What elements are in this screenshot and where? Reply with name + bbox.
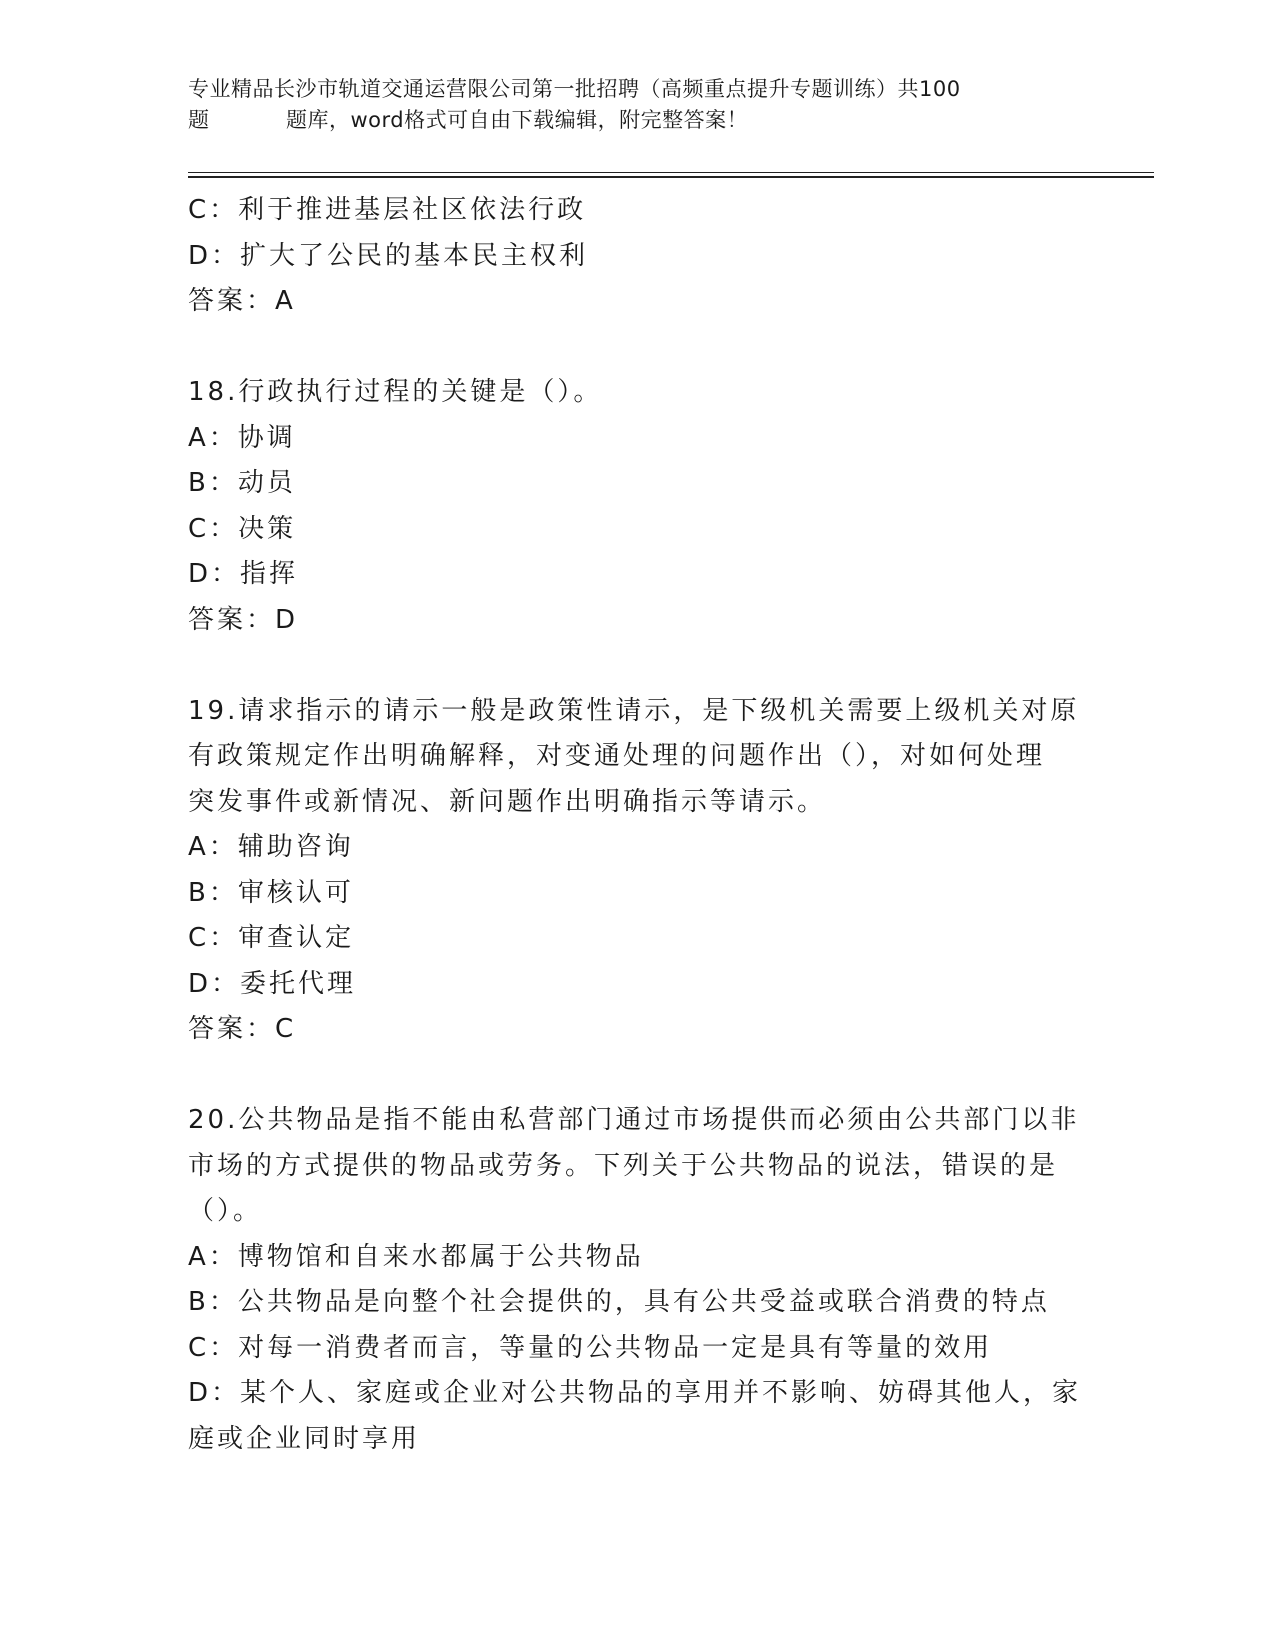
question-19 bbox=[188, 689, 1088, 1053]
spacer bbox=[188, 1053, 1088, 1099]
header-rule-thick bbox=[188, 176, 1154, 178]
question-stem: 18.行政执行过程的关键是（）。 bbox=[188, 377, 603, 407]
question-stem-line-3: 突发事件或新情况、新问题作出明确指示等请示。 bbox=[188, 786, 827, 817]
option-a: A：辅助咨询 bbox=[188, 832, 354, 862]
header-line2-right: 题库，word格式可自由下载编辑，附完整答案！ bbox=[286, 108, 749, 132]
option-d: D：扩大了公民的基本民主权利 bbox=[188, 240, 589, 271]
header-title-line1: 专业精品长沙市轨道交通运营限公司第一批招聘（高频重点提升专题训练）共100 bbox=[188, 77, 961, 101]
spacer bbox=[188, 325, 1088, 371]
option-d: D：某个人、家庭或企业对公共物品的享用并不影响、妨碍其他人，家 bbox=[188, 1378, 1082, 1408]
option-d: D：委托代理 bbox=[188, 968, 357, 999]
option-c: C：利于推进基层社区依法行政 bbox=[188, 195, 587, 225]
header-line2-left: 题 bbox=[188, 108, 210, 132]
answer-line: 答案：D bbox=[188, 604, 299, 635]
question-18 bbox=[188, 370, 1088, 643]
option-c: C：审查认定 bbox=[188, 923, 355, 953]
option-a: A：博物馆和自来水都属于公共物品 bbox=[188, 1241, 644, 1272]
question-stem-line-3: （）。 bbox=[188, 1196, 263, 1226]
question-content bbox=[188, 188, 1088, 1462]
option-c: C：决策 bbox=[188, 513, 297, 544]
option-c: C：对每一消费者而言，等量的公共物品一定是具有等量的效用 bbox=[188, 1332, 993, 1363]
option-d: D：指挥 bbox=[188, 559, 299, 589]
answer-line: 答案：C bbox=[188, 1014, 297, 1044]
question-stem-line-2: 市场的方式提供的物品或劳务。下列关于公共物品的说法，错误的是 bbox=[188, 1150, 1059, 1181]
option-b: B：审核认可 bbox=[188, 877, 354, 908]
option-b: B：公共物品是向整个社会提供的，具有公共受益或联合消费的特点 bbox=[188, 1287, 1050, 1317]
question-stem-line-1: 20.公共物品是指不能由私营部门通过市场提供而必须由公共部门以非 bbox=[188, 1105, 1080, 1135]
question-stem-line-2: 有政策规定作出明确解释，对变通处理的问题作出（），对如何处理 bbox=[188, 741, 1046, 771]
header-rule-thin bbox=[188, 172, 1154, 173]
option-a: A：协调 bbox=[188, 422, 296, 453]
prev-question bbox=[188, 188, 1088, 325]
page-header bbox=[188, 74, 1088, 136]
option-d-continued: 庭或企业同时享用 bbox=[188, 1423, 421, 1454]
question-20 bbox=[188, 1098, 1088, 1462]
spacer bbox=[188, 643, 1088, 689]
header-title-line2 bbox=[188, 105, 1088, 136]
question-stem-line-1: 19.请求指示的请示一般是政策性请示，是下级机关需要上级机关对原 bbox=[188, 695, 1080, 726]
answer-line: 答案：A bbox=[188, 286, 296, 316]
option-b: B：动员 bbox=[188, 468, 296, 498]
